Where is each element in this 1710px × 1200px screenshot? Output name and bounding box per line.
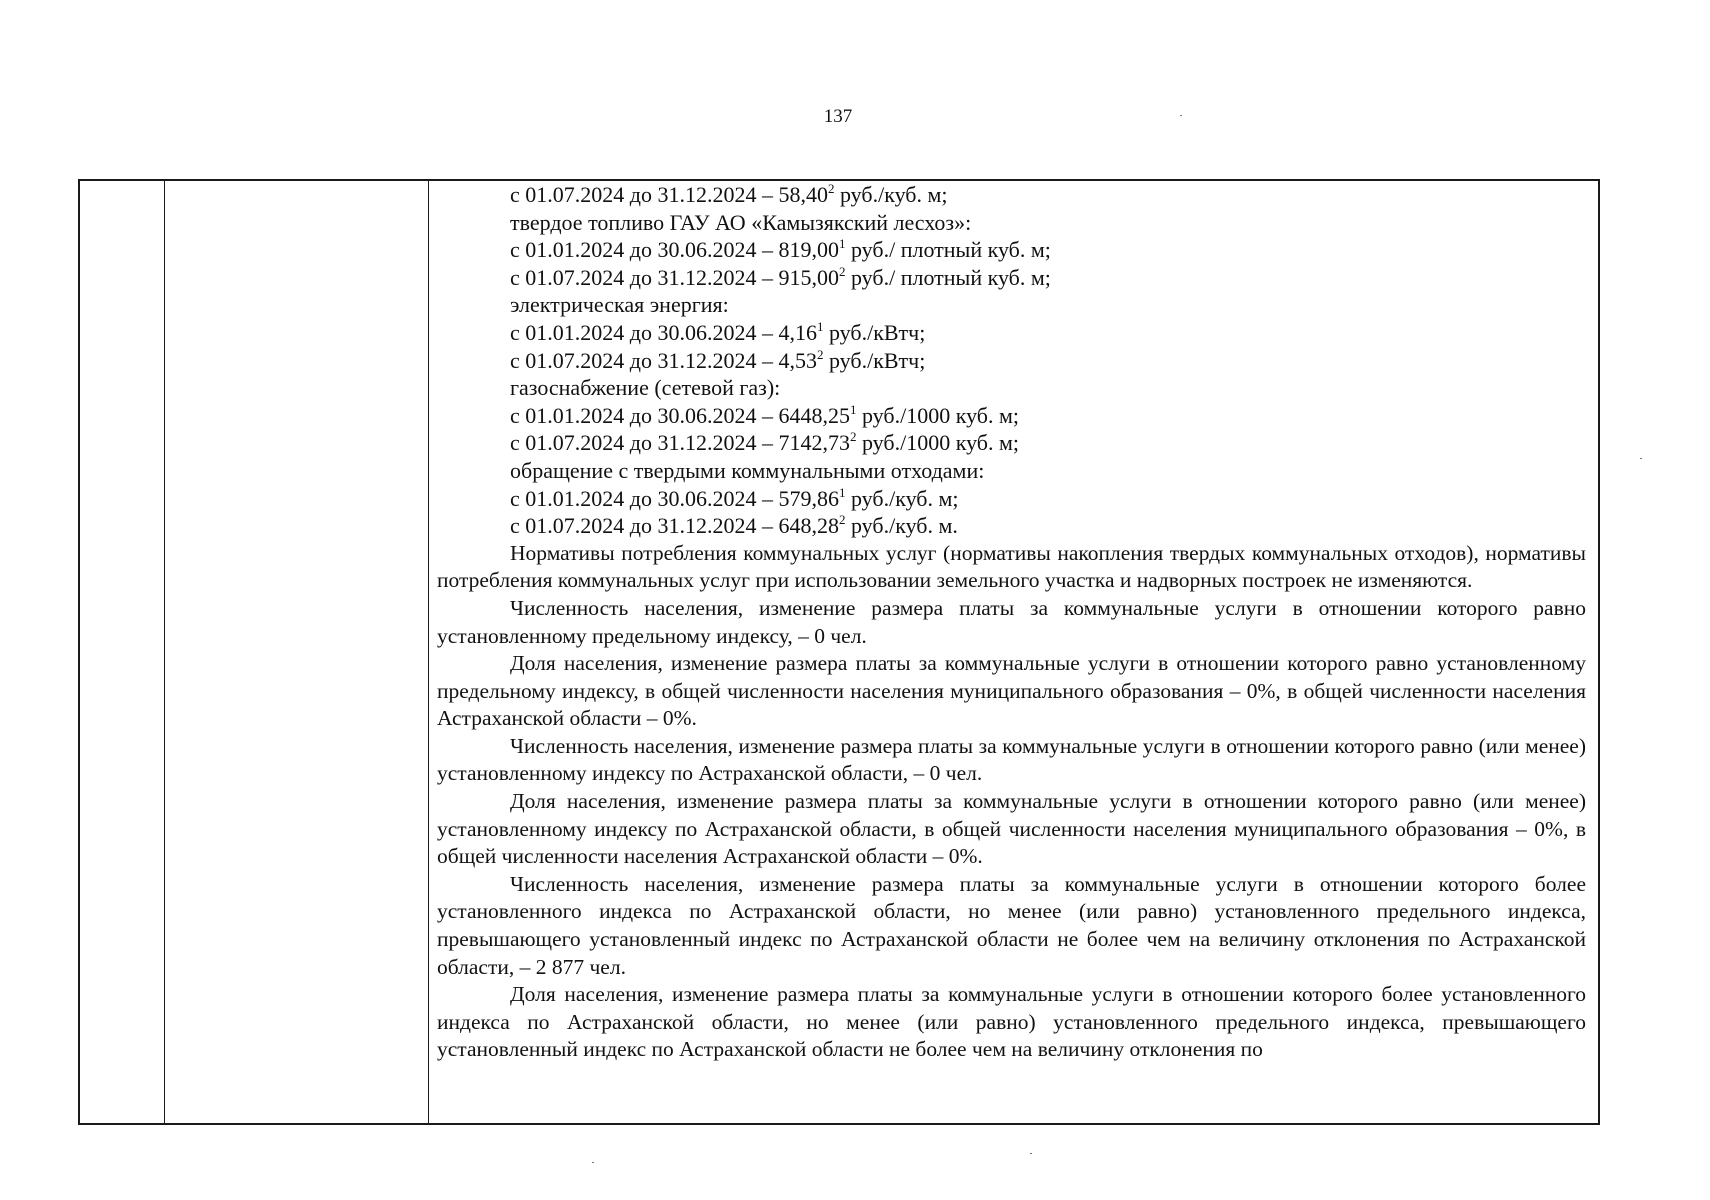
paragraph-list — [437, 540, 1586, 1064]
tariff-line — [437, 512, 1586, 540]
footnote-marker: 1 — [816, 318, 824, 334]
footnote-marker: 1 — [838, 236, 846, 252]
tariff-line — [437, 402, 1586, 430]
document-table — [78, 179, 1600, 1125]
tariff-unit: руб./1000 куб. м; — [856, 430, 1020, 456]
tariff-line — [437, 209, 1586, 237]
tariff-list — [437, 181, 1586, 540]
tariff-line-text: с 01.07.2024 до 31.12.2024 – 7142,73 — [510, 430, 850, 456]
footnote-marker: 1 — [849, 401, 857, 417]
body-paragraph: Численность населения, изменение размера платы за коммунальные услуги в отношении которого равно установленному предельному индексу, – 0 чел. — [437, 595, 1586, 648]
body-paragraph: Нормативы потребления коммунальных услуг (нормативы накопления твердых коммунальных отходов), нормативы потребления коммунальных услуг при использовании земельного участка и надворных построек не изменяются. — [437, 540, 1586, 593]
body-paragraph: Доля населения, изменение размера платы за коммунальные услуги в отношении которого равно (или менее) установленному индексу по Астраханской области, в общей численности населения муниципального образования – 0%, в общей численности населения Астраханской области – 0%. — [437, 789, 1586, 869]
scan-speck — [592, 1162, 594, 1163]
scan-speck — [1640, 458, 1642, 459]
tariff-unit: руб./ плотный куб. м; — [845, 237, 1051, 263]
tariff-unit: руб./куб. м; — [845, 485, 959, 511]
table-column-number — [80, 181, 165, 1123]
tariff-unit: руб./куб. м; — [834, 182, 948, 207]
tariff-unit: руб./кВтч; — [823, 319, 926, 345]
body-paragraph: Доля населения, изменение размера платы за коммунальные услуги в отношении которого более установленного индекса по Астраханской области, но менее (или равно) установленного предельного индекса, превышающего установленный индекс по Астраханской области не более чем на величину отклонения по — [437, 982, 1586, 1062]
scan-speck — [1180, 115, 1182, 116]
tariff-unit: руб./кВтч; — [823, 347, 926, 373]
tariff-line-text: обращение с твердыми коммунальными отходами: — [510, 457, 985, 483]
tariff-line-text: с 01.01.2024 до 30.06.2024 – 4,16 — [510, 319, 817, 345]
tariff-line — [437, 181, 1586, 209]
tariff-unit: руб./1000 куб. м; — [856, 402, 1020, 428]
tariff-line-text: с 01.01.2024 до 30.06.2024 – 6448,25 — [510, 402, 850, 428]
tariff-unit: руб./куб. м. — [845, 513, 958, 539]
table-column-name — [164, 181, 429, 1123]
tariff-line — [437, 236, 1586, 264]
tariff-line — [437, 264, 1586, 292]
tariff-line — [437, 374, 1586, 402]
tariff-line-text: с 01.07.2024 до 31.12.2024 – 4,53 — [510, 347, 817, 373]
tariff-line — [437, 457, 1586, 485]
footnote-marker: 1 — [838, 484, 846, 500]
footnote-marker: 2 — [816, 346, 824, 362]
tariff-unit: руб./ плотный куб. м; — [845, 264, 1051, 290]
table-column-content — [429, 181, 1598, 1123]
page-number: 137 — [823, 106, 853, 127]
tariff-line — [437, 347, 1586, 375]
scan-speck — [1030, 1153, 1032, 1154]
tariff-line-text: электрическая энергия: — [510, 292, 729, 318]
tariff-line-text: с 01.01.2024 до 30.06.2024 – 579,86 — [510, 485, 839, 511]
tariff-line-text: газоснабжение (сетевой газ): — [510, 375, 781, 401]
tariff-line-text: с 01.01.2024 до 30.06.2024 – 819,00 — [510, 237, 839, 263]
tariff-line — [437, 291, 1586, 319]
body-paragraph: Численность населения, изменение размера платы за коммунальные услуги в отношении которого более установленного индекса по Астраханской области, но менее (или равно) установленного предельного индекса, превышающего установленный индекс по Астраханской области не более чем на величину отклонения по Астраханской области, – 2 877 чел. — [437, 871, 1586, 979]
body-paragraph: Доля населения, изменение размера платы за коммунальные услуги в отношении которого равно установленному предельному индексу, в общей численности населения муниципального образования – 0%, в общей численности населения Астраханской области – 0%. — [437, 651, 1586, 731]
tariff-line-text: с 01.07.2024 до 31.12.2024 – 648,28 — [510, 513, 839, 539]
tariff-line-text: с 01.07.2024 до 31.12.2024 – 58,40 — [510, 182, 828, 207]
tariff-line — [437, 319, 1586, 347]
tariff-line-text: с 01.07.2024 до 31.12.2024 – 915,00 — [510, 264, 839, 290]
footnote-marker: 2 — [827, 181, 835, 196]
tariff-line — [437, 429, 1586, 457]
footnote-marker: 2 — [838, 263, 846, 279]
footnote-marker: 2 — [838, 512, 846, 528]
tariff-line — [437, 485, 1586, 513]
tariff-line-text: твердое топливо ГАУ АО «Камызякский лесхоз»: — [510, 209, 972, 235]
body-paragraph: Численность населения, изменение размера платы за коммунальные услуги в отношении которого равно (или менее) установленному индексу по Астраханской области, – 0 чел. — [437, 733, 1586, 786]
footnote-marker: 2 — [849, 429, 857, 445]
